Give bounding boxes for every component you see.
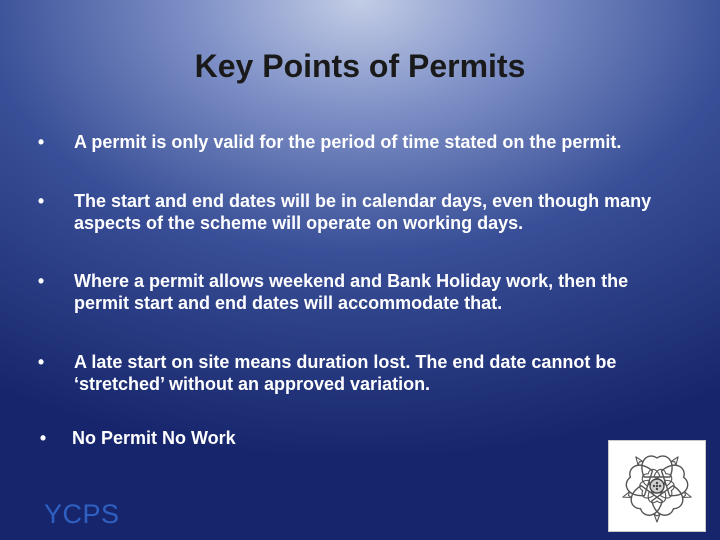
- yorkshire-rose-emblem-icon: [609, 441, 705, 531]
- bullet-dot: •: [37, 271, 45, 291]
- bullet-text: A late start on site means duration lost. The end date cannot be ‘stretched’ without an approved variation.: [74, 352, 617, 394]
- rose-badge: [608, 440, 706, 532]
- footer-logo-text: YCPS: [44, 499, 120, 529]
- bullet-dot: •: [39, 428, 47, 448]
- bullet-text: A permit is only valid for the period of time stated on the permit.: [74, 132, 622, 152]
- bullet-dot: •: [37, 191, 45, 211]
- bullet-text: Where a permit allows weekend and Bank Holiday work, then the permit start and end dates will accommodate that.: [74, 271, 629, 313]
- bullet-item: [34, 270, 666, 314]
- slide-title: Key Points of Permits: [194, 48, 526, 84]
- bullet-text: The start and end dates will be in calendar days, even though many aspects of the scheme will operate on working days.: [74, 191, 652, 233]
- bullet-item: [34, 131, 666, 153]
- bullet-item: [36, 427, 668, 449]
- bullet-item: [34, 190, 666, 234]
- bullet-dot: •: [37, 352, 45, 372]
- bullet-text: No Permit No Work: [72, 428, 236, 448]
- bullet-dot: •: [37, 132, 45, 152]
- bullet-item: [34, 351, 666, 395]
